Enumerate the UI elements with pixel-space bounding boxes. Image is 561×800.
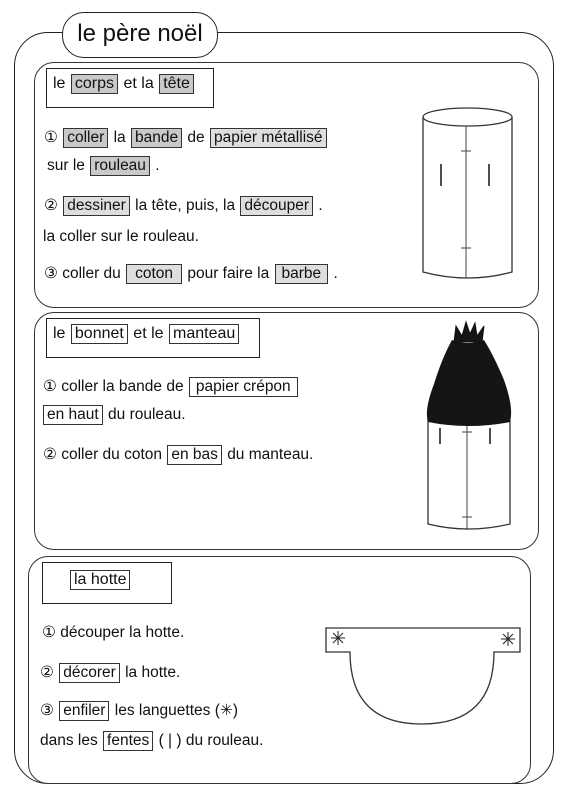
section-heading-hotte xyxy=(42,562,172,604)
keyword-box: dessiner xyxy=(63,196,130,216)
keyword-box: enfiler xyxy=(59,701,109,721)
section-heading-bonnet xyxy=(46,318,260,358)
instruction-text: . xyxy=(318,197,323,214)
keyword-box: découper xyxy=(240,196,313,216)
instruction-line xyxy=(40,662,180,684)
instruction-text: ( | ) du rouleau. xyxy=(158,732,264,749)
hotte-pattern-illustration xyxy=(324,624,524,728)
instruction-text: ③ coller du xyxy=(44,265,121,282)
keyword-box: décorer xyxy=(59,663,120,683)
roll-illustration xyxy=(420,104,520,284)
instruction-line xyxy=(43,376,299,398)
instruction-text: . xyxy=(333,265,338,282)
heading-box-manteau: manteau xyxy=(169,324,239,344)
page-title: le père noël xyxy=(62,12,218,58)
instruction-text: de xyxy=(187,129,205,146)
keyword-box: papier métallisé xyxy=(210,128,327,148)
instruction-text: ① coller la bande de xyxy=(43,378,184,395)
instruction-text: du rouleau. xyxy=(108,406,186,423)
instruction-line xyxy=(44,195,323,217)
instruction-line xyxy=(42,404,186,426)
keyword-box: coller xyxy=(63,128,108,148)
heading-word: le xyxy=(53,325,66,342)
step-number: ③ xyxy=(40,702,54,719)
keyword-box: papier crépon xyxy=(189,377,298,397)
heading-box-bonnet: bonnet xyxy=(71,324,128,344)
instruction-text: du manteau. xyxy=(227,446,314,463)
heading-word: et le xyxy=(133,325,164,342)
instruction-line xyxy=(42,622,184,644)
instruction-text: la coller sur le rouleau. xyxy=(43,228,199,245)
instruction-text: la hotte. xyxy=(125,664,181,681)
instruction-text: dans les xyxy=(40,732,98,749)
instruction-line xyxy=(43,444,313,466)
instruction-text: ① découper la hotte. xyxy=(42,624,185,641)
instruction-line xyxy=(44,263,338,285)
instruction-text: . xyxy=(155,157,160,174)
instruction-text: les languettes (✳) xyxy=(114,702,239,719)
instruction-line xyxy=(44,127,328,149)
keyword-box: en bas xyxy=(167,445,222,465)
keyword-box: coton xyxy=(126,264,182,284)
heading-box-corps: corps xyxy=(71,74,118,94)
step-number: ① xyxy=(44,129,58,146)
instruction-line xyxy=(43,226,199,248)
heading-box-hotte: la hotte xyxy=(70,570,130,590)
asterisk-icon xyxy=(501,632,515,646)
heading-word: et la xyxy=(123,75,154,92)
section-heading-corps xyxy=(46,68,214,108)
instruction-line xyxy=(40,700,238,722)
heading-box-tete: tête xyxy=(159,74,194,94)
instruction-text: sur le xyxy=(47,157,85,174)
instruction-text: pour faire la xyxy=(187,265,270,282)
asterisk-icon xyxy=(331,631,345,645)
step-number: ② xyxy=(40,664,54,681)
keyword-box: en haut xyxy=(43,405,103,425)
instruction-line xyxy=(40,730,263,752)
keyword-box: barbe xyxy=(275,264,329,284)
instruction-text: la xyxy=(113,129,126,146)
keyword-box: rouleau xyxy=(90,156,150,176)
instruction-text: ② coller du coton xyxy=(43,446,163,463)
santa-hat-roll-illustration xyxy=(420,318,520,538)
instruction-text: la tête, puis, la xyxy=(135,197,236,214)
keyword-box: fentes xyxy=(103,731,153,751)
instruction-line xyxy=(47,155,160,177)
heading-word: le xyxy=(53,75,66,92)
keyword-box: bande xyxy=(131,128,182,148)
step-number: ② xyxy=(44,197,58,214)
